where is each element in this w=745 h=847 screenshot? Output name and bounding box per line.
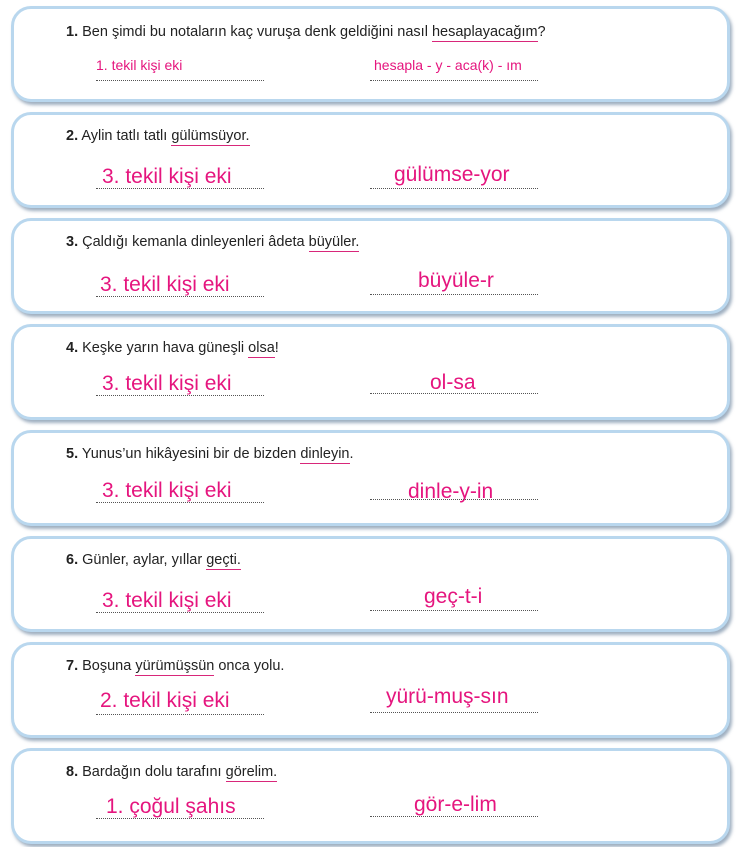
- question-number: 6.: [66, 552, 79, 568]
- question-card: [11, 430, 730, 526]
- answer-word-breakdown: dinle-y-in: [408, 480, 494, 503]
- question-card: [11, 6, 730, 102]
- answer-line-right: [370, 712, 538, 713]
- answer-suffix-type: 3. tekil kişi eki: [100, 273, 230, 296]
- question-number: 1.: [66, 24, 79, 40]
- answer-word-breakdown: gör-e-lim: [414, 793, 497, 816]
- question-number: 8.: [66, 764, 79, 780]
- sentence-start: Yunus’un hikâyesini bir de bizden: [81, 446, 297, 462]
- answer-line-right: [370, 499, 538, 500]
- question-text: [66, 128, 250, 144]
- question-number: 7.: [66, 658, 79, 674]
- answer-suffix-type: 3. tekil kişi eki: [102, 479, 232, 502]
- answer-line-left: [96, 714, 264, 715]
- question-text: [66, 446, 354, 462]
- question-text: [66, 552, 241, 568]
- sentence-end: !: [274, 340, 279, 356]
- answer-line-left: [96, 296, 264, 297]
- answer-line-right: [370, 188, 538, 189]
- sentence-end: ?: [537, 24, 546, 40]
- answer-line-right: [370, 610, 538, 611]
- answer-word-breakdown: geç-t-i: [424, 585, 483, 608]
- sentence-start: Bardağın dolu tarafını: [82, 764, 222, 780]
- answer-word-breakdown: gülümse-yor: [394, 163, 510, 186]
- answer-line-left: [96, 188, 264, 189]
- answer-line-right: [370, 393, 538, 394]
- answer-line-right: [370, 80, 538, 81]
- answer-suffix-type: 3. tekil kişi eki: [102, 589, 232, 612]
- target-word: geçti.: [206, 552, 241, 568]
- question-card: [11, 218, 730, 314]
- answer-line-left: [96, 502, 264, 503]
- answer-word-breakdown: yürü-muş-sın: [386, 685, 509, 708]
- question-text: [66, 234, 359, 250]
- sentence-start: Ben şimdi bu notaların kaç vuruşa denk geldiğini nasıl: [82, 24, 428, 40]
- question-number: 5.: [66, 446, 79, 462]
- answer-line-right: [370, 294, 538, 295]
- answer-line-right: [370, 816, 538, 817]
- answer-suffix-type: 1. çoğul şahıs: [106, 795, 236, 818]
- question-text: [66, 340, 279, 356]
- answer-suffix-type: 1. tekil kişi eki: [96, 57, 183, 73]
- answer-suffix-type: 2. tekil kişi eki: [100, 689, 230, 712]
- answer-line-left: [96, 818, 264, 819]
- target-word: gülümsüyor.: [171, 128, 250, 144]
- target-word: görelim.: [225, 764, 278, 780]
- sentence-end: onca yolu.: [214, 658, 285, 674]
- question-number: 3.: [66, 234, 79, 250]
- sentence-start: Çaldığı kemanla dinleyenleri âdeta: [82, 234, 305, 250]
- question-card: [11, 536, 730, 632]
- answer-line-left: [96, 612, 264, 613]
- answer-line-left: [96, 395, 264, 396]
- question-text: [66, 24, 546, 40]
- target-word: büyüler.: [308, 234, 360, 250]
- target-word: hesaplayacağım: [431, 24, 538, 40]
- answer-line-left: [96, 80, 264, 81]
- target-word: dinleyin: [300, 446, 350, 462]
- sentence-start: Keşke yarın hava güneşli: [82, 340, 245, 356]
- question-card: [11, 112, 730, 208]
- question-card: [11, 642, 730, 738]
- sentence-start: Günler, aylar, yıllar: [82, 552, 203, 568]
- sentence-end: .: [349, 446, 354, 462]
- question-number: 4.: [66, 340, 79, 356]
- target-word: yürümüşsün: [135, 658, 215, 674]
- sentence-start: Boşuna: [82, 658, 132, 674]
- answer-suffix-type: 3. tekil kişi eki: [102, 165, 232, 188]
- answer-word-breakdown: hesapla - y - aca(k) - ım: [374, 57, 522, 73]
- question-card: [11, 748, 730, 844]
- question-number: 2.: [66, 128, 79, 144]
- target-word: olsa: [248, 340, 275, 356]
- answer-word-breakdown: ol-sa: [430, 371, 476, 394]
- question-text: [66, 764, 277, 780]
- sentence-start: Aylin tatlı tatlı: [81, 128, 168, 144]
- answer-suffix-type: 3. tekil kişi eki: [102, 372, 232, 395]
- question-card: [11, 324, 730, 420]
- answer-word-breakdown: büyüle-r: [418, 269, 494, 292]
- question-text: [66, 658, 284, 674]
